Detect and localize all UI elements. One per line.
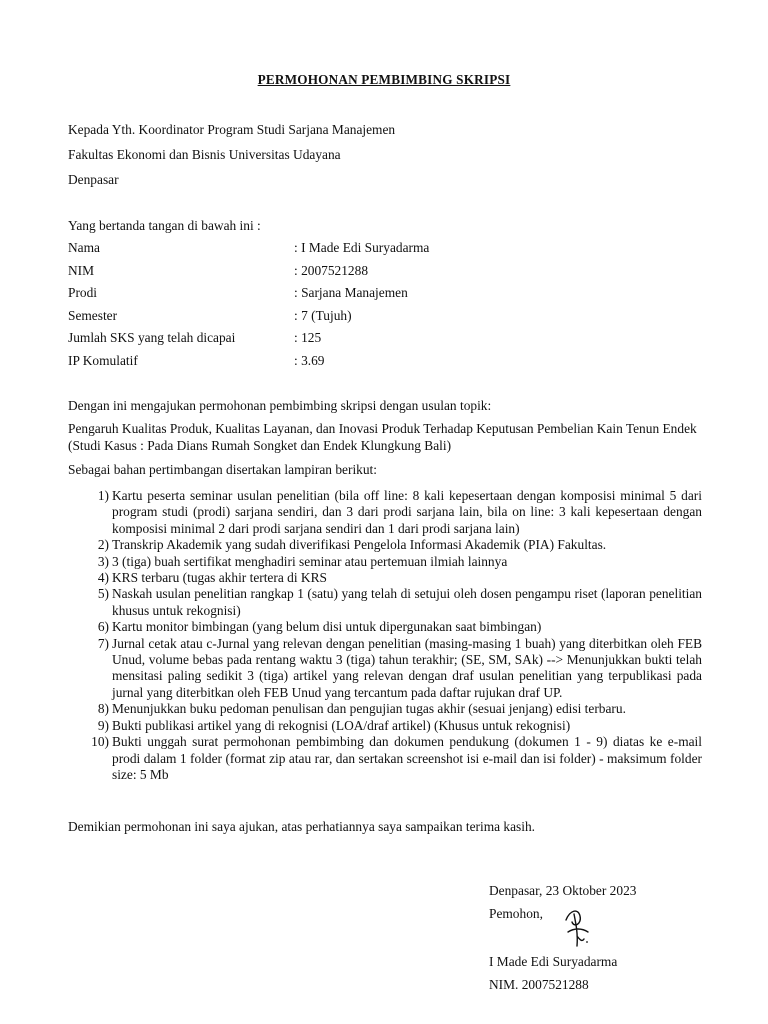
recipient-line: Denpasar <box>68 172 119 187</box>
list-text: Kartu monitor bimbingan (yang belum disi untuk dipergunakan saat bimbingan) <box>112 619 542 635</box>
list-text: Jurnal cetak atau c-Jurnal yang relevan dengan penelitian (masing-masing 1 buah) yang diterbitkan oleh FEB Unud, volume bebas pada rentang waktu 3 (tiga) tahun terakhir; (SE, SM, SAk) --> Menunjukkan bukti telah mensitasi paling sedikit 3 (tiga) artikel yang relevan dengan draf usulan penelitian yang terpublikasi pada jurnal yang diterbitkan oleh FEB Unud yang tercantum pada daftar rujukan draf UP. <box>112 635 702 700</box>
field-value: : Sarjana Manajemen <box>294 285 408 301</box>
field-label: IP Komulatif <box>68 352 138 368</box>
signer-nim: NIM. 2007521288 <box>489 977 589 992</box>
signer-role: Pemohon, <box>489 906 543 921</box>
list-number: 1) <box>97 488 109 503</box>
list-item <box>68 488 702 537</box>
list-text: KRS terbaru (tugas akhir tertera di KRS <box>112 570 327 586</box>
list-item <box>68 570 702 586</box>
attachment-list <box>68 488 702 783</box>
field-row-sks <box>68 328 429 351</box>
list-number: 2) <box>97 537 109 553</box>
field-row-nama <box>68 238 429 261</box>
list-number: 7) <box>97 635 109 651</box>
signer-name: I Made Edi Suryadarma <box>489 954 618 969</box>
field-value: : I Made Edi Suryadarma <box>294 240 430 255</box>
field-row-ip <box>68 351 429 374</box>
list-number: 8) <box>97 701 109 717</box>
list-number: 3) <box>97 553 109 569</box>
closing-text: Demikian permohonan ini saya ajukan, atas perhatiannya saya sampaikan terima kasih. <box>68 819 536 834</box>
document-title: PERMOHONAN PEMBIMBING SKRIPSI <box>257 72 511 87</box>
field-row-nim <box>68 261 429 284</box>
list-item <box>68 734 702 783</box>
list-item <box>68 586 702 619</box>
list-number: 9) <box>97 717 109 733</box>
list-text: 3 (tiga) buah sertifikat menghadiri seminar atau pertemuan ilmiah lainnya <box>112 553 508 569</box>
field-row-prodi <box>68 283 429 306</box>
thesis-topic: Pengaruh Kualitas Produk, Kualitas Layanan, dan Inovasi Produk Terhadap Keputusan Pembelian Kain Tenun Endek (Studi Kasus : Pada Dians Rumah Songket dan Endek Klungkung Bali) <box>68 421 697 453</box>
list-text: Menunjukkan buku pedoman penulisan dan pengujian tugas akhir (sesuai jenjang) edisi terbaru. <box>112 701 626 717</box>
list-number: 6) <box>97 619 109 635</box>
list-number: 5) <box>97 586 109 602</box>
field-label: Jumlah SKS yang telah dicapai <box>68 330 236 346</box>
list-text: Transkrip Akademik yang sudah diverifikasi Pengelola Informasi Akademik (PIA) Fakultas. <box>112 537 607 553</box>
attachments-intro: Sebagai bahan pertimbangan disertakan lampiran berikut: <box>68 462 377 477</box>
list-number: 4) <box>97 570 109 586</box>
applicant-fields <box>68 238 429 374</box>
field-label: Semester <box>68 307 118 323</box>
list-item <box>68 554 702 570</box>
list-item <box>68 619 702 635</box>
list-number: 10) <box>91 734 109 750</box>
recipient-line: Kepada Yth. Koordinator Program Studi Sarjana Manajemen <box>68 122 396 137</box>
request-text: Dengan ini mengajukan permohonan pembimbing skripsi dengan usulan topik: <box>68 398 492 413</box>
list-text: Naskah usulan penelitian rangkap 1 (satu) yang telah di setujui oleh dosen pengampu riset (laporan penelitian khusus untuk rekognisi) <box>112 586 702 618</box>
list-item <box>68 636 702 702</box>
list-item <box>68 701 702 717</box>
place-date: Denpasar, 23 Oktober 2023 <box>489 883 637 898</box>
recipient-line: Fakultas Ekonomi dan Bisnis Universitas Udayana <box>68 147 341 162</box>
field-value: : 2007521288 <box>294 262 369 278</box>
list-text: Kartu peserta seminar usulan penelitian (bila off line: 8 kali kepesertaan dengan komposisi minimal 5 dari program studi (prodi) sarjana sendiri, dan 3 dari prodi sarjana lain, bila on line: 3 kali kepesertaan dengan komposisi minimal 2 dari prodi sarjana sendiri dan 1 dari prodi sarjana lain) <box>112 488 702 536</box>
list-item <box>68 537 702 553</box>
field-label: NIM <box>68 262 95 278</box>
field-value: : 125 <box>294 330 322 346</box>
field-label: Prodi <box>68 285 98 301</box>
field-value: : 3.69 <box>294 352 325 368</box>
list-item <box>68 718 702 734</box>
list-text: Bukti publikasi artikel yang di rekognisi (LOA/draf artikel) (Khusus untuk rekognisi) <box>112 717 571 733</box>
field-value: : 7 (Tujuh) <box>294 307 352 323</box>
list-text: Bukti unggah surat permohonan pembimbing dan dokumen pendukung (dokumen 1 - 9) diatas ke e-mail prodi dalam 1 folder (format zip atau rar, dan sertakan screenshot isi e-mail dan isi folder) - maksimum folder size: 5 Mb <box>112 734 702 782</box>
field-row-semester <box>68 306 429 329</box>
intro-text: Yang bertanda tangan di bawah ini : <box>68 218 261 233</box>
handwritten-signature <box>560 906 600 950</box>
recipient-block <box>68 120 395 195</box>
field-label: Nama <box>68 240 100 255</box>
